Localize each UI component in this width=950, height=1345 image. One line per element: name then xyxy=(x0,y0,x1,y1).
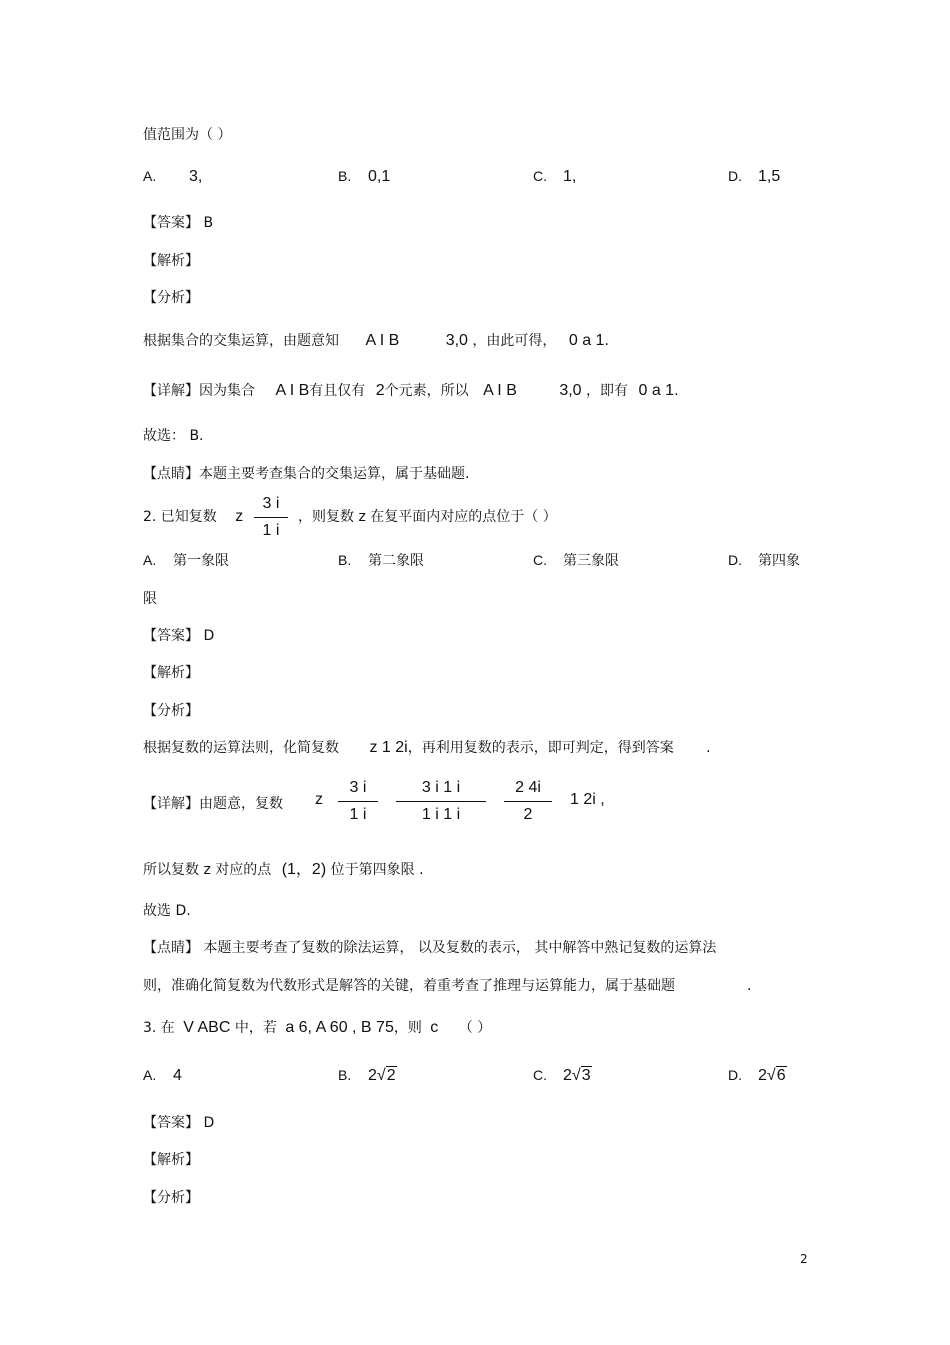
q3-jiexi-heading: 【解析】 xyxy=(143,1152,199,1168)
q2-comment-line-2: 则，准确化简复数为代数形式是解答的关键，着重考查了推理与运算能力，属于基础题 . xyxy=(143,978,752,994)
q1-analysis: 根据集合的交集运算，由题意知 A I B 3,0 ，由此可得， 0 a 1. xyxy=(143,332,609,349)
question-1-tail: 值范围为（ ） xyxy=(143,127,232,143)
q1-option-d: D. 1,5 xyxy=(728,168,781,185)
q3-option-a: A. 4 xyxy=(143,1067,182,1084)
q2-comment-line-1: 【点睛】 本题主要考查了复数的除法运算， 以及复数的表示， 其中解答中熟记复数的运算法 xyxy=(143,940,717,956)
q2-point-location: 所以复数 z 对应的点 (1，2) 位于第四象限 . xyxy=(143,861,424,878)
sqrt-symbol: √ xyxy=(376,1067,386,1084)
q3-answer: 【答案】 D xyxy=(143,1115,215,1131)
q3-fenxi-heading: 【分析】 xyxy=(143,1190,199,1206)
q2-analysis: 根据复数的运算法则，化简复数 z 1 2i，再利用复数的表示，即可判定，得到答案 . xyxy=(143,739,711,756)
q2-option-d: D. 第四象 xyxy=(728,552,800,569)
q2-fenxi-heading: 【分析】 xyxy=(143,703,199,719)
q1-jiexi-heading: 【解析】 xyxy=(143,253,199,269)
q3-option-c: C. 2√3 xyxy=(533,1067,591,1084)
q2-detail-fraction-3: 2 4i 2 xyxy=(504,778,552,825)
page-number: 2 xyxy=(800,1252,808,1266)
q2-detail-fraction-2: 3 i 1 i 1 i 1 i xyxy=(396,778,486,825)
q1-detail: 【详解】因为集合 A I B有且仅有 2个元素，所以 A I B 3,0 ，即有 0 a 1. xyxy=(143,382,679,399)
q2-fraction: 3 i 1 i xyxy=(254,494,288,541)
q1-option-c: C. 1, xyxy=(533,168,577,185)
q2-jiexi-heading: 【解析】 xyxy=(143,665,199,681)
q2-option-a: A. 第一象限 xyxy=(143,552,229,569)
q1-choice: 故选： B. xyxy=(143,428,204,444)
sqrt-symbol: √ xyxy=(571,1067,581,1084)
q1-fenxi-heading: 【分析】 xyxy=(143,290,199,306)
q2-option-d-wrap: 限 xyxy=(143,591,157,607)
q3-option-d: D. 2√6 xyxy=(728,1067,786,1084)
sqrt-symbol: √ xyxy=(766,1067,776,1084)
q2-detail-fraction-1: 3 i 1 i xyxy=(338,778,378,825)
q1-answer: 【答案】 B xyxy=(143,215,214,231)
q3-option-b: B. 2√2 xyxy=(338,1067,396,1084)
q2-detail-z: z xyxy=(315,791,323,808)
question-2-stem-rest: ，则复数 z 在复平面内对应的点位于（ ） xyxy=(298,509,557,525)
q1-comment: 【点睛】本题主要考查集合的交集运算，属于基础题. xyxy=(143,466,470,482)
q1-option-a: A. 3, xyxy=(143,168,203,185)
q2-detail-result: 1 2i , xyxy=(570,791,605,808)
q2-detail-label: 【详解】由题意，复数 xyxy=(143,796,283,812)
q2-answer: 【答案】 D xyxy=(143,628,215,644)
q2-choice: 故选 D. xyxy=(143,903,191,919)
q2-option-c: C. 第三象限 xyxy=(533,552,619,569)
q1-option-b: B. 0,1 xyxy=(338,168,391,185)
question-3-stem: 3. 在 V ABC 中，若 a 6, A 60 , B 75，则 c （ ） xyxy=(143,1019,492,1036)
q2-option-b: B. 第二象限 xyxy=(338,552,424,569)
question-2-stem: 2. 已知复数 z xyxy=(143,508,244,525)
